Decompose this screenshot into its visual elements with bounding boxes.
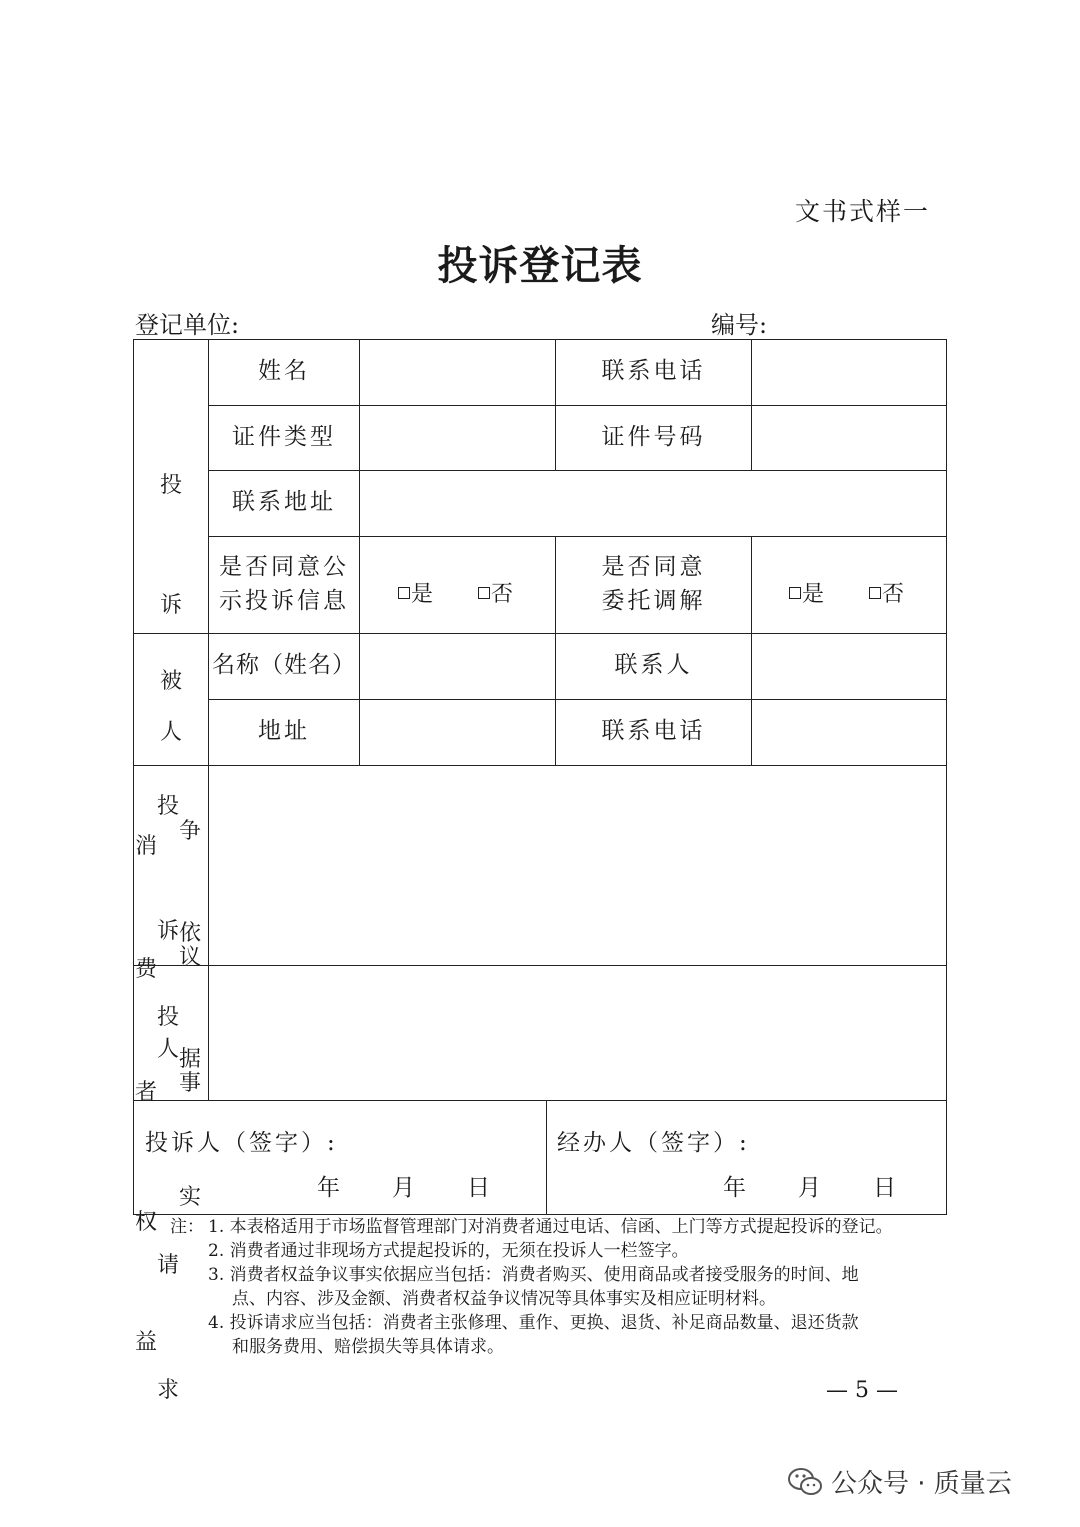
side-label-char: 求	[157, 1378, 180, 1403]
handler-date-year: 年	[723, 1175, 746, 1201]
respondent-name-field[interactable]	[360, 633, 555, 699]
notes-prefix: 注：	[170, 1217, 204, 1237]
checkbox-icon	[789, 587, 801, 599]
id-type-label: 证件类型	[232, 423, 336, 450]
side-label-char: 诉	[157, 919, 180, 944]
side-label-char: 依	[179, 921, 202, 946]
side-label-char: 者	[135, 1080, 158, 1105]
section-divider	[133, 1100, 947, 1101]
publish-yes-checkbox[interactable]	[398, 577, 433, 608]
note-line: 点、内容、涉及金额、消费者权益争议情况等具体事实及相应证明材料。	[232, 1289, 776, 1309]
respondent-address-label: 地址	[258, 718, 310, 745]
complainant-signature-label: 投诉人（签字）:	[145, 1130, 338, 1156]
checkbox-icon	[398, 587, 410, 599]
side-label-char: 权	[135, 1210, 158, 1235]
side-label-char: 人	[157, 1037, 180, 1062]
serial-number-label: 编号:	[711, 311, 768, 339]
side-label-char: 人	[160, 720, 183, 745]
watermark-text: 公众号 · 质量云	[831, 1469, 1012, 1499]
dispute-facts-field[interactable]	[209, 765, 946, 965]
note-line: 4. 投诉请求应当包括：消费者主张修理、重作、更换、退货、补足商品数量、退还货款	[208, 1313, 859, 1333]
side-label-char: 据	[179, 1047, 202, 1072]
yes-label: 是	[802, 582, 825, 607]
side-label-char: 费	[135, 957, 158, 982]
publish-no-checkbox[interactable]	[478, 577, 513, 608]
address-label: 联系地址	[232, 489, 336, 516]
page-title: 投诉登记表	[437, 242, 643, 289]
respondent-phone-label: 联系电话	[601, 718, 706, 745]
complainant-date-year: 年	[317, 1175, 340, 1201]
registration-unit-label: 登记单位:	[135, 311, 240, 339]
checkbox-icon	[869, 587, 881, 599]
document-style-label: 文书式样一	[795, 197, 931, 226]
respondent-name-label: 名称（姓名）	[212, 652, 356, 679]
side-label-char: 被	[160, 669, 183, 694]
handler-signature-label: 经办人（签字）:	[557, 1130, 750, 1156]
side-label-char: 投	[157, 794, 180, 819]
side-label-char: 议	[179, 945, 202, 970]
id-number-label: 证件号码	[601, 423, 706, 450]
note-line: 3. 消费者权益争议事实依据应当包括：消费者购买、使用商品或者接受服务的时间、地	[208, 1265, 859, 1285]
respondent-contact-field[interactable]	[752, 633, 946, 699]
mediation-yes-checkbox[interactable]	[789, 577, 824, 608]
complaint-request-field[interactable]	[209, 965, 946, 1100]
phone-field[interactable]	[752, 339, 946, 405]
phone-label: 联系电话	[601, 358, 706, 385]
watermark	[787, 1463, 1012, 1500]
side-label-char: 实	[179, 1185, 202, 1210]
address-field[interactable]	[360, 470, 946, 536]
note-line: 1. 本表格适用于市场监督管理部门对消费者通过电话、信函、上门等方式提起投诉的登记。	[208, 1217, 893, 1237]
signature-divider	[546, 1100, 547, 1215]
side-label-char: 投	[160, 473, 183, 498]
side-label-char: 益	[135, 1330, 158, 1355]
page-number: — 5 —	[826, 1378, 898, 1403]
yes-label: 是	[411, 582, 434, 607]
side-label-char: 诉	[160, 593, 183, 618]
mediation-no-checkbox[interactable]	[869, 577, 904, 608]
complaint-form-table	[133, 339, 947, 1215]
respondent-contact-label: 联系人	[614, 652, 693, 679]
mediation-consent-label: 是否同意 委托调解	[601, 554, 706, 614]
complainant-date-month: 月	[392, 1175, 415, 1201]
side-label-char: 消	[135, 834, 158, 859]
side-label-char: 请	[157, 1253, 180, 1278]
id-number-field[interactable]	[752, 405, 946, 470]
side-label-char: 事	[179, 1071, 202, 1096]
side-label-char: 投	[157, 1005, 180, 1030]
respondent-address-field[interactable]	[360, 699, 555, 765]
name-label: 姓名	[258, 358, 310, 385]
id-type-field[interactable]	[360, 405, 555, 470]
no-label: 否	[882, 582, 905, 607]
note-line: 2. 消费者通过非现场方式提起投诉的，无须在投诉人一栏签字。	[208, 1241, 689, 1261]
name-field[interactable]	[360, 339, 555, 405]
no-label: 否	[491, 582, 514, 607]
respondent-phone-field[interactable]	[752, 699, 946, 765]
side-label-char: 争	[179, 819, 202, 844]
publish-consent-label: 是否同意公 示投诉信息	[219, 554, 349, 614]
checkbox-icon	[478, 587, 490, 599]
wechat-icon	[787, 1466, 823, 1498]
note-line: 和服务费用、赔偿损失等具体请求。	[232, 1337, 504, 1357]
handler-date-day: 日	[873, 1175, 896, 1201]
complainant-date-day: 日	[467, 1175, 490, 1201]
handler-date-month: 月	[798, 1175, 821, 1201]
